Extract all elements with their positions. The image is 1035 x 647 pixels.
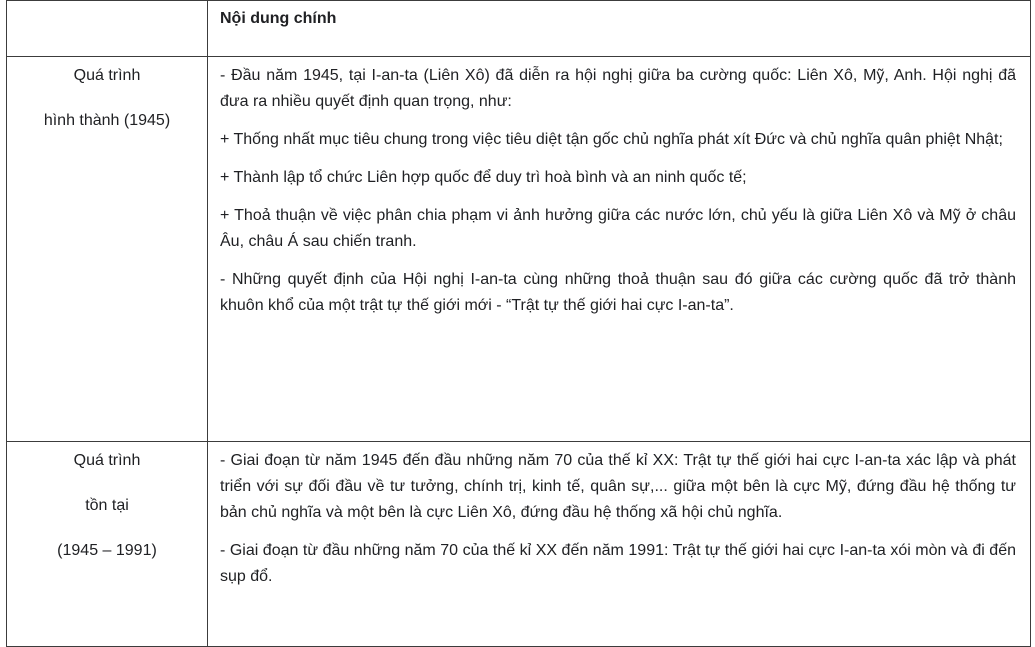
content-paragraph: - Giai đoạn từ năm 1945 đến đầu những năm 70 của thế kỉ XX: Trật tự thế giới hai cực I-an-ta xác lập và phát triển với sự đối đầu về tư tưởng, chính trị, kinh tế, quân sự,... giữa một bên là cực Mỹ, đứng đầu hệ thống tư bản chủ nghĩa và một bên là cực Liên Xô, đứng đầu hệ thống xã hội chủ nghĩa. (220, 452, 1016, 521)
table-row (7, 442, 1031, 647)
header-cell-left (7, 1, 208, 57)
content-paragraph: - Những quyết định của Hội nghị I-an-ta cùng những thoả thuận sau đó giữa các cường quốc đã trở thành khuôn khổ của một trật tự thế giới mới - “Trật tự thế giới hai cực I-an-ta”. (220, 271, 1016, 314)
content-paragraph: - Đầu năm 1945, tại I-an-ta (Liên Xô) đã diễn ra hội nghị giữa ba cường quốc: Liên Xô, Mỹ, Anh. Hội nghị đã đưa ra nhiều quyết định quan trọng, như: (220, 67, 1016, 110)
content-paragraph: + Thành lập tổ chức Liên hợp quốc để duy trì hoà bình và an ninh quốc tế; (220, 169, 747, 186)
content-paragraph: - Giai đoạn từ đầu những năm 70 của thế kỉ XX đến năm 1991: Trật tự thế giới hai cực I-an-ta xói mòn và đi đến sụp đổ. (220, 542, 1016, 585)
row-label-line: Quá trình (73, 452, 141, 469)
row-label-existence (7, 442, 208, 647)
row-content-formation (208, 57, 1031, 442)
row-content-existence (208, 442, 1031, 647)
row-label-line: (1945 – 1991) (57, 542, 157, 559)
content-table (6, 0, 1031, 647)
content-paragraph: + Thống nhất mục tiêu chung trong việc tiêu diệt tận gốc chủ nghĩa phát xít Đức và chủ nghĩa quân phiệt Nhật; (220, 131, 1003, 148)
header-cell-main-content: Nội dung chính (208, 1, 1031, 57)
row-label-line: Quá trình (73, 67, 141, 84)
content-paragraph: + Thoả thuận về việc phân chia phạm vi ảnh hưởng giữa các nước lớn, chủ yếu là giữa Liên Xô và Mỹ ở châu Âu, châu Á sau chiến tranh. (220, 207, 1016, 250)
table-header-row (7, 1, 1031, 57)
row-label-line: hình thành (1945) (43, 112, 171, 129)
row-label-formation (7, 57, 208, 442)
table-row (7, 57, 1031, 442)
row-label-line: tồn tại (85, 497, 129, 514)
